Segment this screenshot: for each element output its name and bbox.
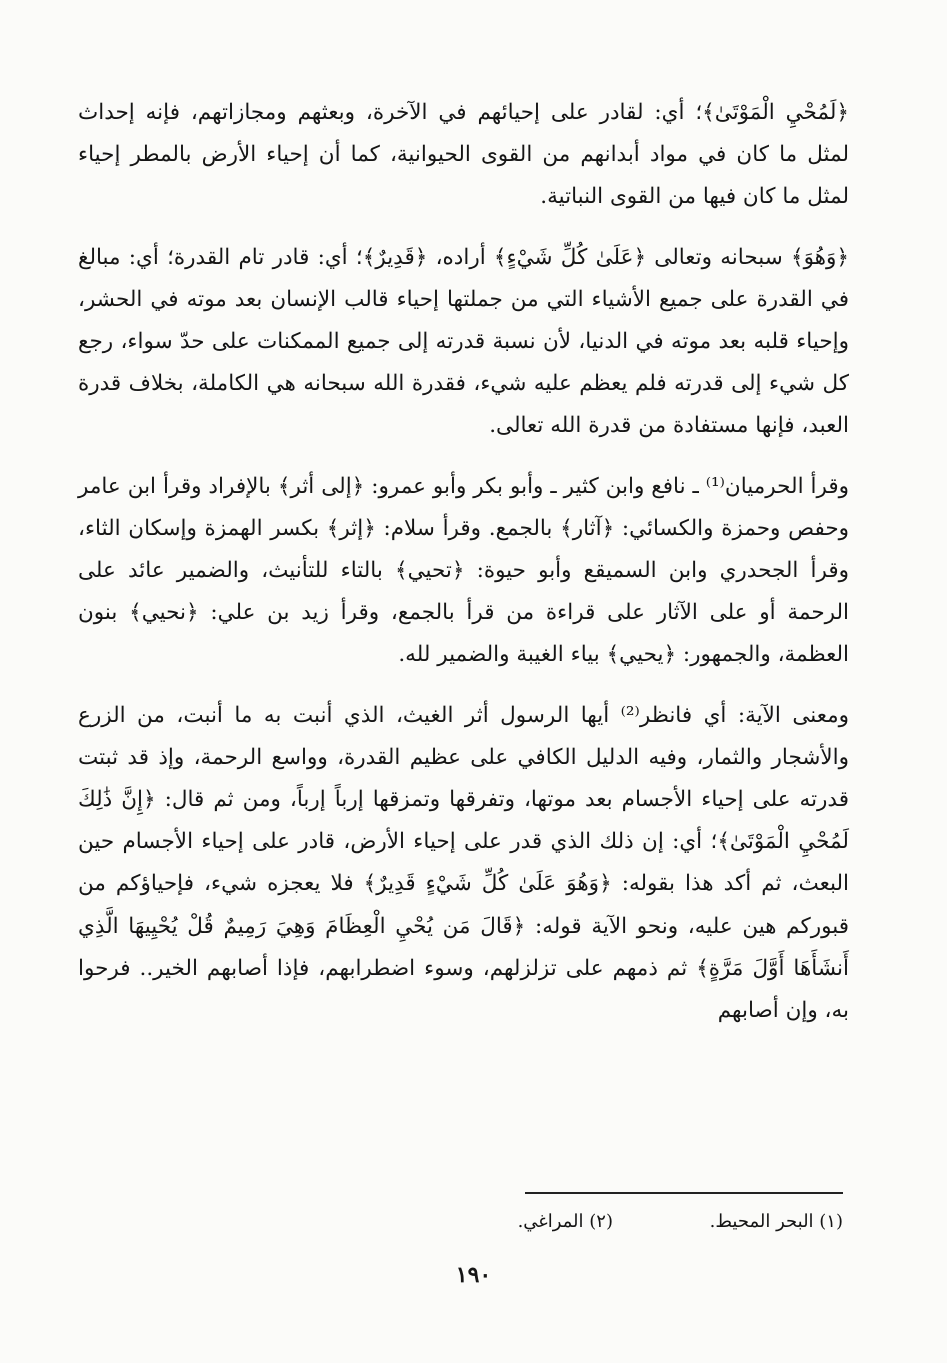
footnote-2: (٢) المراغي.: [517, 1211, 613, 1232]
paragraph-4: ومعنى الآية: أي فانظر⁽²⁾ أيها الرسول أثر الغيث، الذي أنبت به ما أنبت، من الزرع والأشجار والثمار، وفيه الدليل الكافي على عظيم القدرة، وواسع الرحمة، وإذ قد ثبتت قدرته على إحياء الأجسام بعد موتها، وتفرقها وتمزقها إرباً إرباً، ومن ثم قال: ﴿إِنَّ ذَٰلِكَ لَمُحْيِ الْمَوْتَىٰ﴾؛ أي: إن ذلك الذي قدر على إحياء الأرض، قادر على إحياء الأجسام حين البعث، ثم أكد هذا بقوله: ﴿وَهُوَ عَلَىٰ كُلِّ شَيْءٍ قَدِيرٌ﴾ فلا يعجزه شيء، فإحياؤكم من قبوركم هين عليه، ونحو الآية قوله: ﴿قَالَ مَن يُحْيِ الْعِظَامَ وَهِيَ رَمِيمٌ قُلْ يُحْيِيهَا الَّذِي أَنشَأَهَا أَوَّلَ مَرَّةٍ﴾ ثم ذمهم على تزلزلهم، وسوء اضطرابهم، فإذا أصابهم الخير.. فرحوا به، وإن أصابهم: [78, 702, 849, 1024]
paragraph-1: ﴿لَمُحْيِ الْمَوْتَىٰ﴾؛ أي: لقادر على إحيائهم في الآخرة، وبعثهم ومجازاتهم، فإنه إحداث لمثل ما كان في مواد أبدانهم من القوى الحيوانية، كما أن إحياء الأرض بالمطر إحياء لمثل ما كان فيها من القوى النباتية.: [78, 100, 849, 210]
page-body: [78, 92, 849, 1032]
footnotes: [283, 1208, 843, 1236]
page-number: ١٩٠: [455, 1262, 492, 1288]
paragraph-2: ﴿وَهُوَ﴾ سبحانه وتعالى ﴿عَلَىٰ كُلِّ شَيْءٍ﴾ أراده، ﴿قَدِيرٌ﴾؛ أي: قادر تام القدرة؛ أي: مبالغ في القدرة على جميع الأشياء التي من جملتها إحياء قالب الإنسان بعد موته في الحشر، وإحياء قلبه بعد موته في الدنيا، لأن نسبة قدرته إلى جميع الممكنات على حدّ سواء، رجع كل شيء إلى قدرته فلم يعظم عليه شيء، فقدرة الله سبحانه هي الكاملة، بخلاف قدرة العبد، فإنها مستفادة من قدرة الله تعالى.: [78, 244, 849, 439]
footnote-separator: [525, 1192, 843, 1194]
footnote-1: (١) البحر المحيط.: [709, 1211, 843, 1232]
paragraph-3: وقرأ الحرميان⁽¹⁾ ـ نافع وابن كثير ـ وأبو بكر وأبو عمرو: ﴿إلى أثر﴾ بالإفراد وقرأ ابن عامر وحفص وحمزة والكسائي: ﴿آثار﴾ بالجمع. وقرأ سلام: ﴿إثر﴾ بكسر الهمزة وإسكان الثاء، وقرأ الجحدري وابن السميقع وأبو حيوة: ﴿تحيي﴾ بالتاء للتأنيث، والضمير عائد على الرحمة أو على الآثار على قراءة من قرأ بالجمع، وقرأ زيد بن علي: ﴿نحيي﴾ بنون العظمة، والجمهور: ﴿يحيي﴾ بياء الغيبة والضمير لله.: [78, 473, 849, 668]
